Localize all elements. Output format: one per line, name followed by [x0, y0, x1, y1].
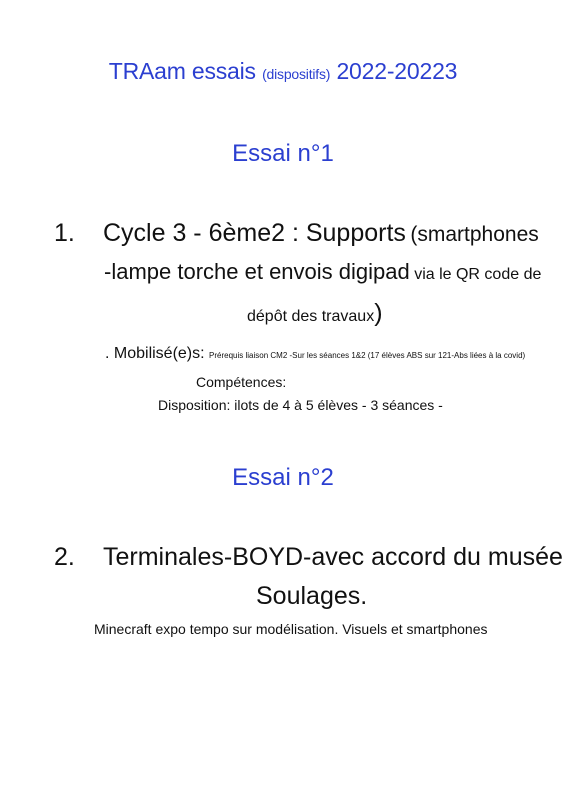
essai-1-line-2-main: -lampe torche et envois digipad — [104, 259, 410, 284]
essai-1-line-1 — [103, 219, 539, 248]
essai-1-competences: Compétences: — [196, 374, 287, 390]
item-number-2: 2. — [54, 543, 75, 571]
essai-1-disposition: Disposition: ilots de 4 à 5 élèves - 3 séances - — [158, 397, 443, 413]
essai-1-line-3-paren: ) — [374, 299, 383, 327]
title-main: TRAam essais — [108, 58, 256, 84]
essai-2-line-2: Soulages. — [256, 582, 368, 610]
essai-1-line-3-text: dépôt des travaux — [247, 308, 375, 325]
essai-1-line-2-sub: via le QR code de — [414, 266, 542, 283]
essai-1-heading: Essai n°1 — [232, 140, 334, 167]
title-years: 2022-20223 — [336, 58, 458, 84]
mobilise-detail: Prérequis liaison CM2 -Sur les séances 1&2 (17 élèves ABS sur 121-Abs liées à la covid) — [209, 351, 526, 360]
item-number-1: 1. — [54, 219, 75, 247]
essai-1-line-1-paren: (smartphones — [410, 223, 539, 246]
essai-1-line-3 — [247, 299, 383, 328]
essai-1-line-1-main: Cycle 3 - 6ème2 : Supports — [103, 219, 406, 247]
mobilise-label: . Mobilisé(e)s: — [105, 345, 205, 362]
title-paren: (dispositifs) — [262, 66, 331, 82]
page-title — [0, 58, 566, 85]
essai-2-heading: Essai n°2 — [232, 464, 334, 491]
essai-2-line-1: Terminales-BOYD-avec accord du musée — [103, 543, 563, 571]
essai-1-mobilise — [105, 345, 525, 363]
essai-1-line-2 — [104, 259, 541, 285]
essai-2-line-3: Minecraft expo tempo sur modélisation. Visuels et smartphones — [94, 621, 488, 637]
